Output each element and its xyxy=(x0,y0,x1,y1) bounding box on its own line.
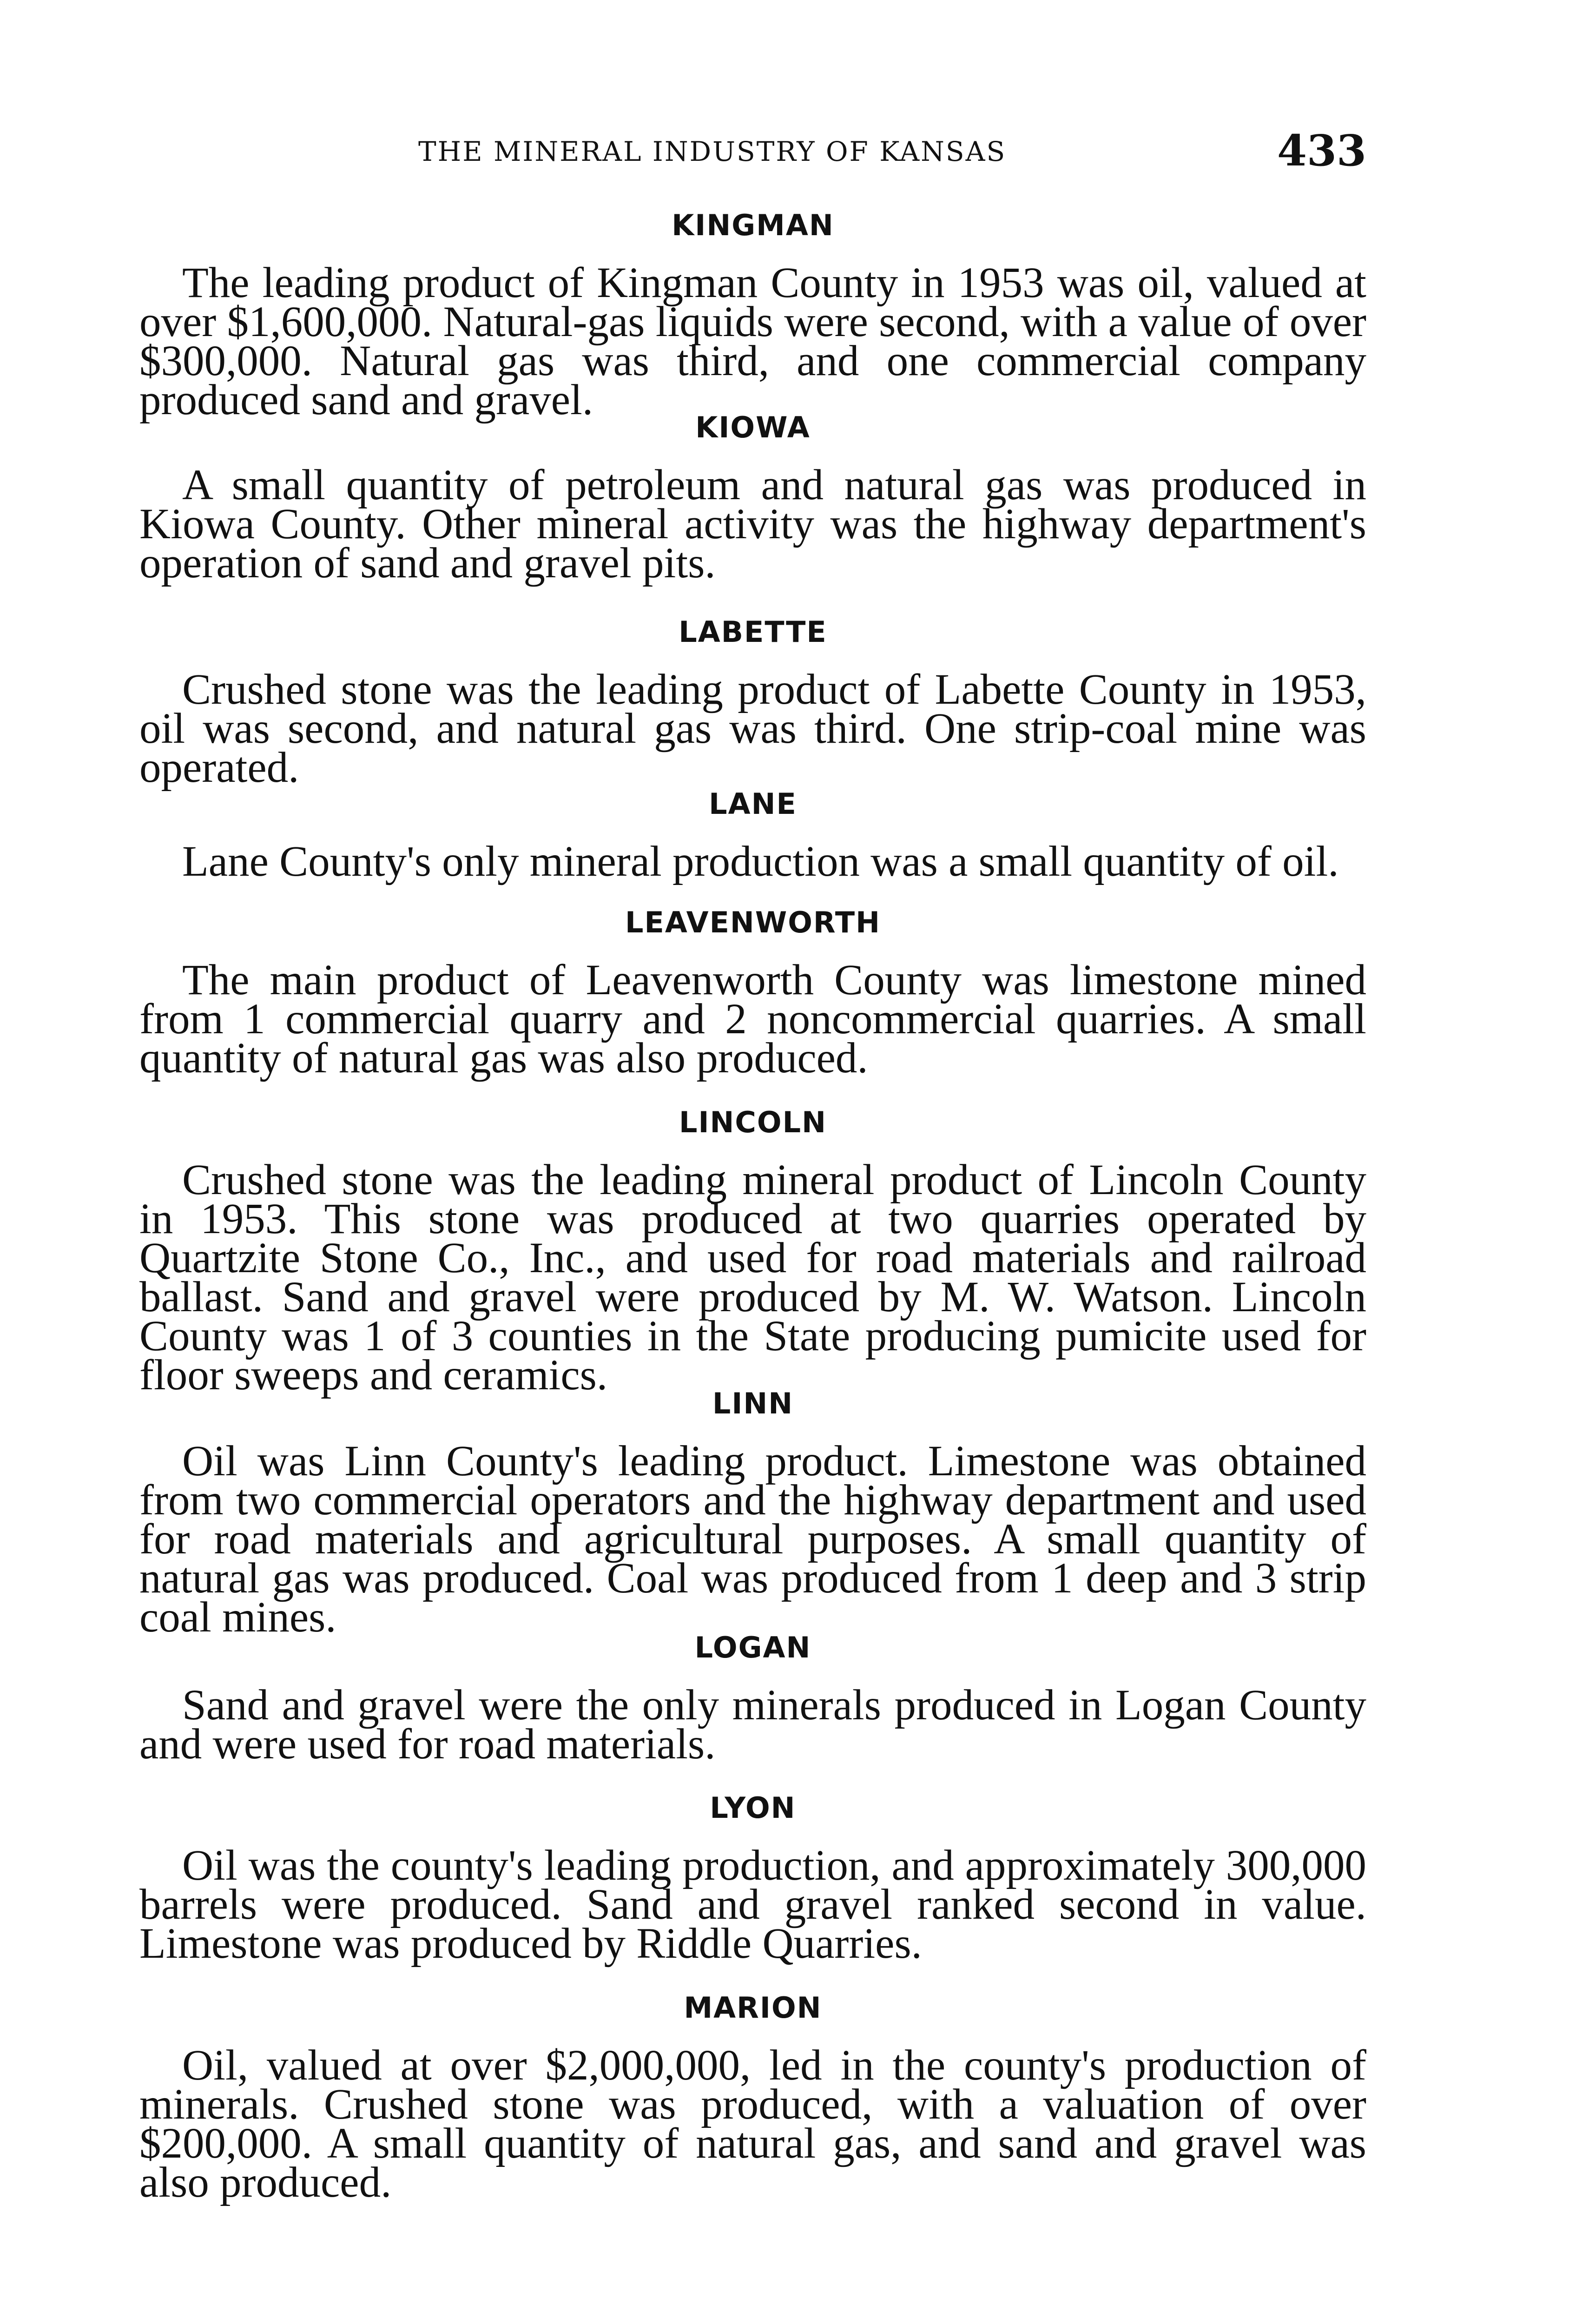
page-number: 433 xyxy=(1277,125,1366,176)
section-lincoln xyxy=(139,1104,1366,1399)
section-linn xyxy=(139,1385,1366,1641)
section-logan xyxy=(139,1629,1366,1768)
section-paragraph: The leading product of Kingman County in 1953 was oil, valued at over $1,600,000. Natural-gas liquids were second, with a value of over $300,000. Natural gas was third, and one commercial company produced sand and gravel. xyxy=(139,259,1366,424)
section-heading: LABETTE xyxy=(679,615,827,649)
section-labette xyxy=(139,614,1366,792)
section-paragraph: Crushed stone was the leading mineral product of Lincoln County in 1953. This stone was produced at two quarries operated by Quartzite Stone Co., Inc., and used for road materials and railroad ballast. Sand and gravel were produced by M. W. Watson. Lincoln County was 1 of 3 counties in the State producing pumicite used for floor sweeps and ceramics. xyxy=(139,1156,1366,1399)
section-paragraph: Oil was Linn County's leading product. Limestone was obtained from two commercial operators and the highway department and used for road materials and agricultural purposes. A small quantity of natural gas was produced. Coal was produced from 1 deep and 3 strip coal mines. xyxy=(139,1437,1366,1641)
section-paragraph: Oil, valued at over $2,000,000, led in the county's production of minerals. Crushed stone was produced, with a valuation of over $200,000. A small quantity of natural gas, and sand and gravel was also produced. xyxy=(139,2041,1366,2206)
section-paragraph: Oil was the county's leading production, and approximately 300,000 barrels were produced. Sand and gravel ranked second in value. Limestone was produced by Riddle Quarries. xyxy=(139,1842,1366,1967)
section-heading: LYON xyxy=(710,1791,796,1825)
section-lyon xyxy=(139,1789,1366,1967)
section-paragraph: Sand and gravel were the only minerals produced in Logan County and were used for road materials. xyxy=(139,1681,1366,1768)
page-header xyxy=(139,125,1366,181)
section-paragraph: Lane County's only mineral production was a small quantity of oil. xyxy=(182,838,1339,885)
section-heading: KINGMAN xyxy=(672,208,834,242)
section-kiowa xyxy=(139,409,1366,587)
section-heading: LINCOLN xyxy=(679,1105,827,1139)
section-paragraph: The main product of Leavenworth County was limestone mined from 1 commercial quarry and 2 noncommercial quarries. A small quantity of natural gas was also produced. xyxy=(139,956,1366,1082)
running-title: THE MINERAL INDUSTRY OF KANSAS xyxy=(418,136,1007,167)
section-marion xyxy=(139,1989,1366,2206)
section-heading: LOGAN xyxy=(694,1631,811,1664)
section-paragraph: Crushed stone was the leading product of Labette County in 1953, oil was second, and natural gas was third. One strip-coal mine was operated. xyxy=(139,666,1366,792)
section-heading: LINN xyxy=(712,1386,794,1420)
section-paragraph: A small quantity of petroleum and natural gas was produced in Kiowa County. Other mineral activity was the highway department's operation of sand and gravel pits. xyxy=(139,461,1366,587)
section-heading: MARION xyxy=(684,1991,822,2025)
section-heading: LANE xyxy=(709,787,797,821)
section-leavenworth xyxy=(139,904,1366,1082)
section-heading: LEAVENWORTH xyxy=(625,905,881,939)
section-heading: KIOWA xyxy=(695,410,811,444)
section-kingman xyxy=(139,207,1366,424)
section-lane xyxy=(139,786,1366,885)
